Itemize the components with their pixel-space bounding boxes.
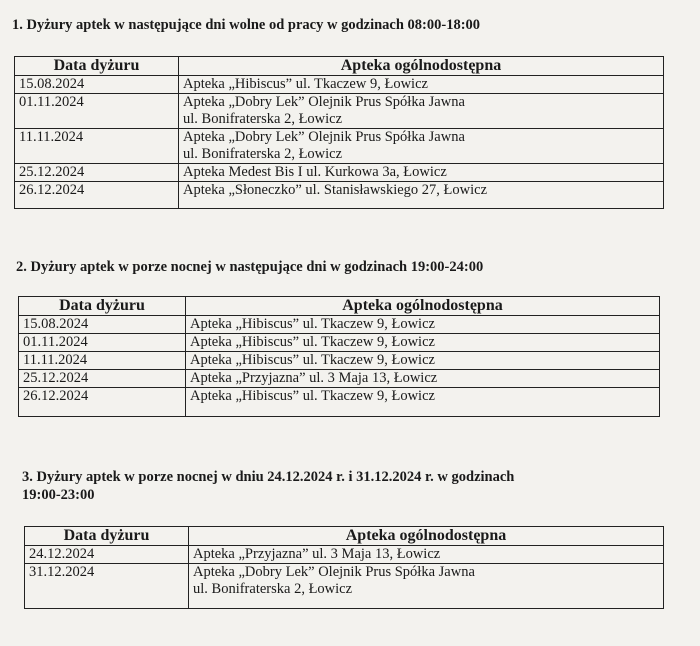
- column-header-date: Data dyżuru: [25, 527, 189, 546]
- pharmacy-cell: Apteka „Hibiscus” ul. Tkaczew 9, Łowicz: [186, 352, 660, 370]
- section-3-title-line-2: 19:00-23:00: [22, 487, 95, 503]
- duty-date: 25.12.2024: [19, 370, 186, 388]
- section-3-title: [22, 468, 672, 504]
- duty-date: 26.12.2024: [15, 182, 179, 209]
- pharmacy-address: ul. Bonifraterska 2, Łowicz: [183, 111, 343, 127]
- pharmacy-cell: [179, 94, 664, 129]
- column-header-date: Data dyżuru: [19, 297, 186, 316]
- duty-date: 01.11.2024: [19, 334, 186, 352]
- section-2-table: [18, 296, 660, 417]
- pharmacy-cell: Apteka „Hibiscus” ul. Tkaczew 9, Łowicz: [186, 316, 660, 334]
- pharmacy-name: Apteka „Hibiscus” ul. Tkaczew 9, Łowicz: [183, 76, 428, 92]
- duty-date: 01.11.2024: [15, 94, 179, 129]
- pharmacy-cell: [189, 564, 664, 609]
- pharmacy-cell: [179, 182, 664, 209]
- column-header-date: Data dyżuru: [15, 57, 179, 76]
- pharmacy-cell: Apteka „Hibiscus” ul. Tkaczew 9, Łowicz: [186, 334, 660, 352]
- pharmacy-name: Apteka „Słoneczko” ul. Stanisławskiego 27, Łowicz: [183, 182, 488, 198]
- column-header-pharmacy: Apteka ogólnodostępna: [186, 297, 660, 316]
- table-row: [15, 129, 664, 164]
- pharmacy-cell: Apteka „Przyjazna” ul. 3 Maja 13, Łowicz: [186, 370, 660, 388]
- duty-date: 26.12.2024: [19, 388, 186, 417]
- pharmacy-address: ul. Bonifraterska 2, Łowicz: [183, 146, 343, 162]
- section-1-title: 1. Dyżury aptek w następujące dni wolne od pracy w godzinach 08:00-18:00: [12, 17, 481, 33]
- table-row: [15, 94, 664, 129]
- table-row: [19, 370, 660, 388]
- table-row: [15, 164, 664, 182]
- section-3-title-line-1: 3. Dyżury aptek w porze nocnej w dniu 24.12.2024 r. i 31.12.2024 r. w godzinach: [22, 469, 515, 485]
- pharmacy-address: ul. Bonifraterska 2, Łowicz: [193, 581, 353, 597]
- table-row: [19, 352, 660, 370]
- pharmacy-cell: [179, 76, 664, 94]
- section-2-title: 2. Dyżury aptek w porze nocnej w następujące dni w godzinach 19:00-24:00: [16, 259, 484, 275]
- duty-date: 11.11.2024: [15, 129, 179, 164]
- table-row: [15, 182, 664, 209]
- table-row: [25, 546, 664, 564]
- duty-date: 15.08.2024: [15, 76, 179, 94]
- duty-date: 11.11.2024: [19, 352, 186, 370]
- pharmacy-cell: Apteka „Hibiscus” ul. Tkaczew 9, Łowicz: [186, 388, 660, 417]
- column-header-pharmacy: Apteka ogólnodostępna: [189, 527, 664, 546]
- pharmacy-cell: [179, 129, 664, 164]
- pharmacy-name: Apteka „Przyjazna” ul. 3 Maja 13, Łowicz: [193, 546, 441, 562]
- table-header-row: [25, 527, 664, 546]
- pharmacy-name: Apteka „Dobry Lek” Olejnik Prus Spółka Jawna: [183, 94, 465, 110]
- table-header-row: [15, 57, 664, 76]
- section-3-table: [24, 526, 664, 609]
- duty-date: 24.12.2024: [25, 546, 189, 564]
- duty-date: 25.12.2024: [15, 164, 179, 182]
- table-row: [19, 334, 660, 352]
- pharmacy-name: Apteka „Dobry Lek” Olejnik Prus Spółka Jawna: [183, 129, 465, 145]
- pharmacy-cell: [189, 546, 664, 564]
- table-row: [19, 388, 660, 417]
- duty-date: 31.12.2024: [25, 564, 189, 609]
- table-row: [19, 316, 660, 334]
- table-row: [25, 564, 664, 609]
- table-header-row: [19, 297, 660, 316]
- pharmacy-name: Apteka Medest Bis I ul. Kurkowa 3a, Łowicz: [183, 164, 447, 180]
- pharmacy-name: Apteka „Dobry Lek” Olejnik Prus Spółka Jawna: [193, 564, 475, 580]
- duty-date: 15.08.2024: [19, 316, 186, 334]
- column-header-pharmacy: Apteka ogólnodostępna: [179, 57, 664, 76]
- pharmacy-cell: [179, 164, 664, 182]
- table-row: [15, 76, 664, 94]
- section-1-table: [14, 56, 664, 209]
